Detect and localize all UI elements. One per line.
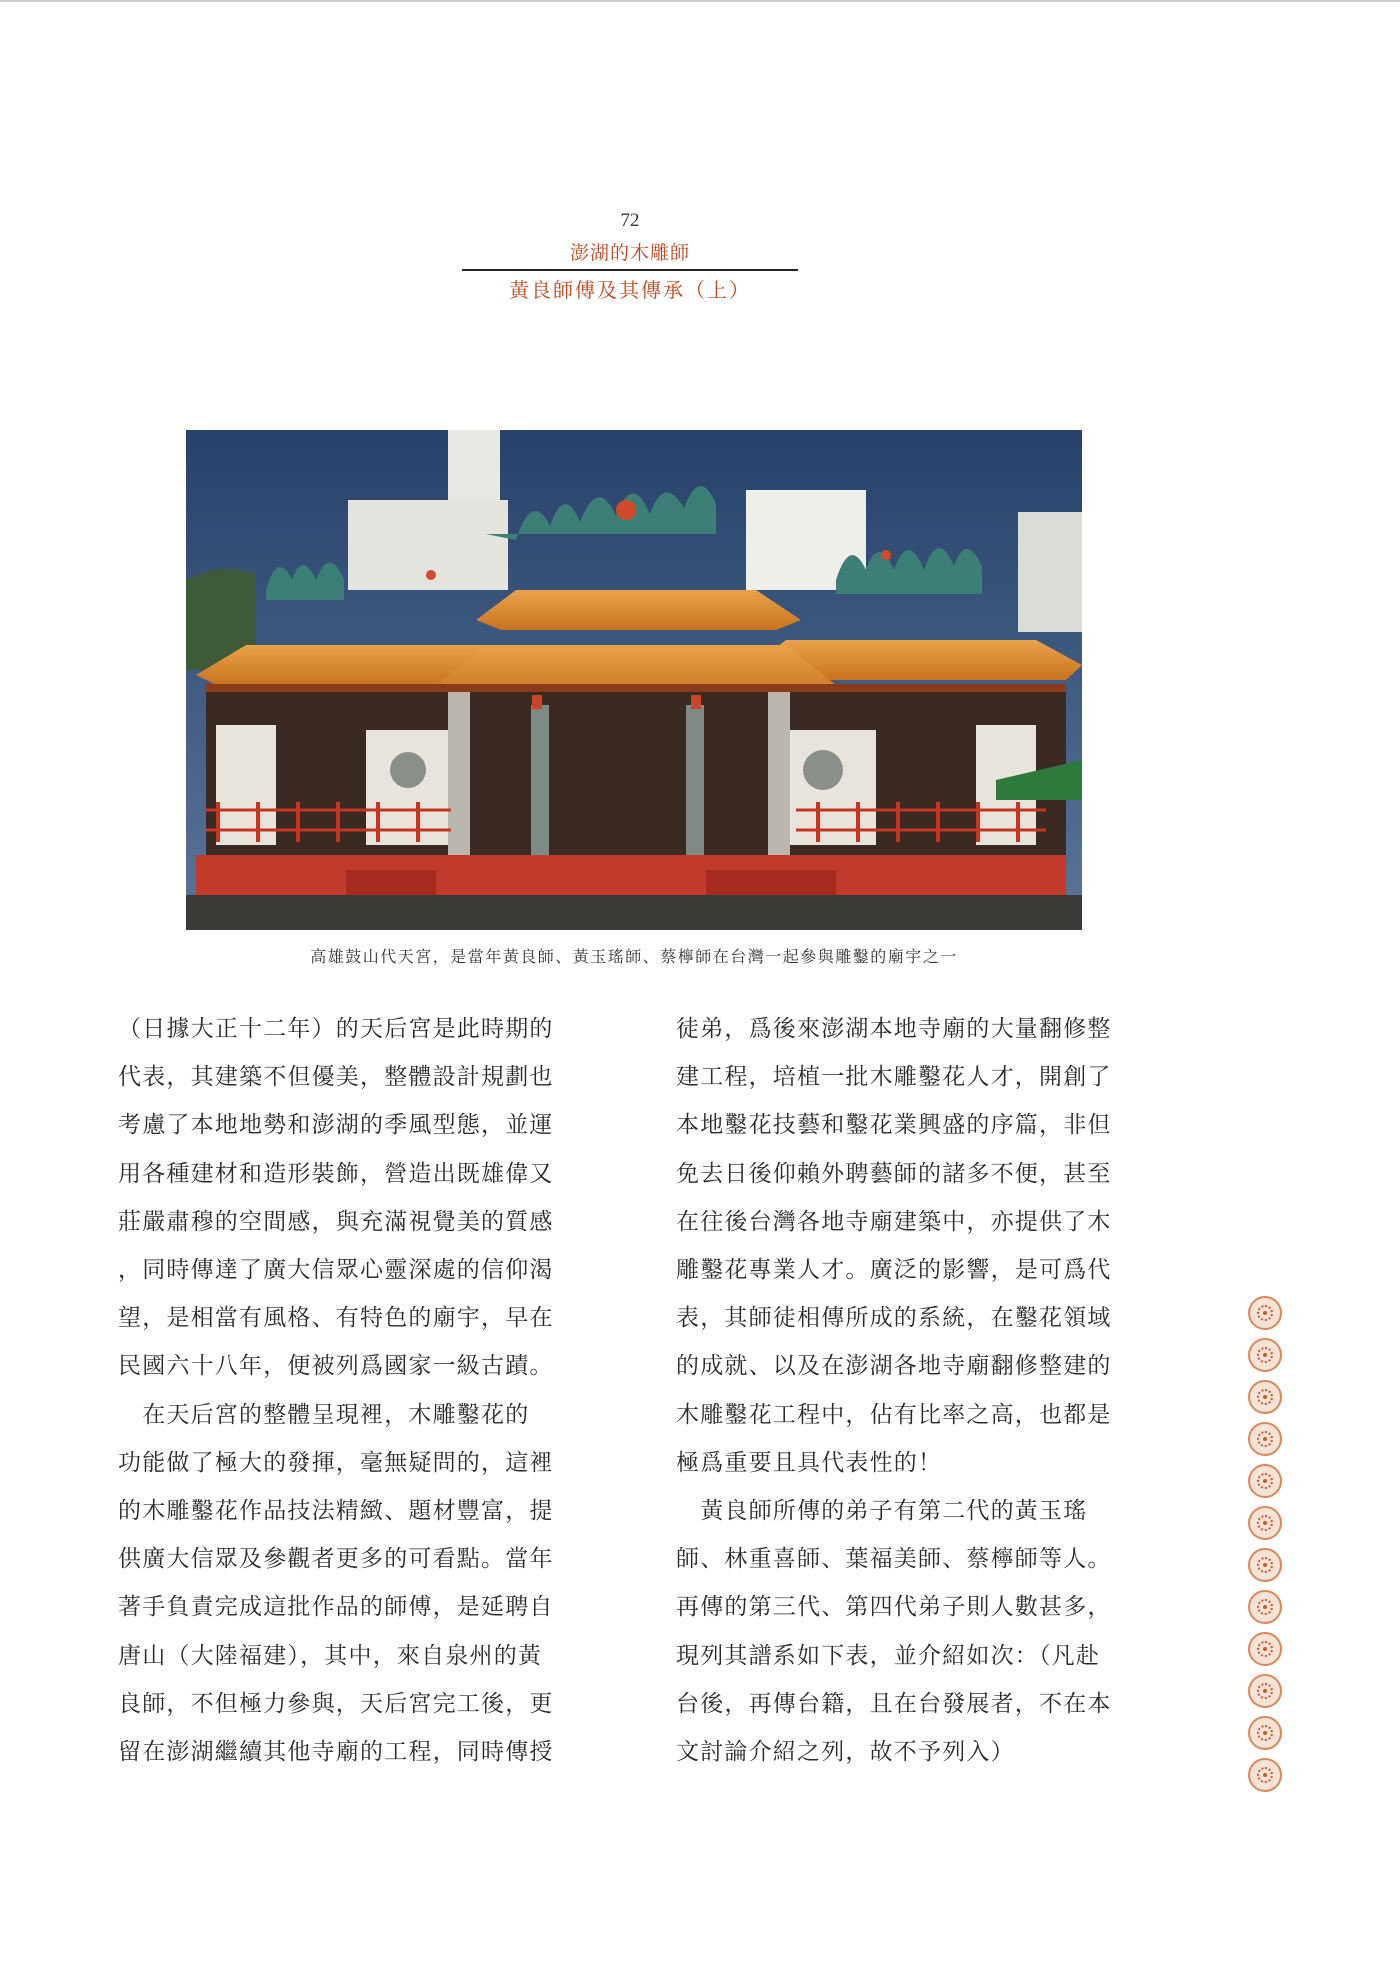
paragraph-line: 良師，不但極力參與，天后宮完工後，更 (118, 1690, 554, 1717)
paragraph-line: 極爲重要且具代表性的！ (676, 1449, 943, 1476)
paragraph-line: 黃良師所傳的弟子有第二代的黃玉瑤 (676, 1498, 1088, 1525)
paragraph-line: 望，是相當有風格、有特色的廟宇，早在 (118, 1305, 554, 1332)
floral-ornament-icon (1248, 1716, 1282, 1750)
running-subtitle: 黃良師傅及其傳承（上） (509, 278, 751, 302)
paragraph-line: 考慮了本地地勢和澎湖的季風型態，並運 (118, 1112, 554, 1139)
floral-ornament-icon (1248, 1380, 1282, 1414)
paragraph-line: 的成就、以及在澎湖各地寺廟翻修整建的 (676, 1353, 1112, 1380)
paragraph-line: 表，其師徒相傳所成的系統，在鑿花領域 (676, 1305, 1112, 1332)
page-top-edge (0, 0, 1400, 2)
paragraph-line: 著手負責完成這批作品的師傅，是延聘自 (118, 1594, 554, 1621)
ornament-strip (1248, 1296, 1284, 1792)
paragraph-line: 台後，再傳台籍，且在台發展者，不在本 (676, 1690, 1112, 1717)
body-left-column (118, 1005, 588, 1776)
page-number: 72 (620, 210, 640, 231)
paragraph-line: 本地鑿花技藝和鑿花業興盛的序篇，非但 (676, 1112, 1112, 1139)
floral-ornament-icon (1248, 1758, 1282, 1792)
floral-ornament-icon (1248, 1632, 1282, 1666)
paragraph-line: 建工程，培植一批木雕鑿花人才，開創了 (676, 1064, 1112, 1091)
floral-ornament-icon (1248, 1590, 1282, 1624)
floral-ornament-icon (1248, 1422, 1282, 1456)
paragraph-line: 文討論介紹之列，故不予列入） (676, 1739, 1015, 1766)
paragraph-line: 免去日後仰賴外聘藝師的諸多不便，甚至 (676, 1160, 1112, 1187)
paragraph-line: 在往後台灣各地寺廟建築中，亦提供了木 (676, 1208, 1112, 1235)
paragraph-line: 民國六十八年，便被列爲國家一級古蹟。 (118, 1353, 554, 1380)
paragraph-line: 供廣大信眾及參觀者更多的可看點。當年 (118, 1546, 554, 1573)
paragraph-line: 莊嚴肅穆的空間感，與充滿視覺美的質感 (118, 1208, 554, 1235)
running-title: 澎湖的木雕師 (569, 242, 690, 264)
paragraph-line: 留在澎湖繼續其他寺廟的工程，同時傳授 (118, 1739, 554, 1766)
body-right-column (676, 1005, 1146, 1776)
paragraph-line: 在天后宮的整體呈現裡，木雕鑿花的 (118, 1401, 530, 1428)
header-divider (462, 269, 798, 271)
paragraph-line: 雕鑿花專業人才。廣泛的影響，是可爲代 (676, 1257, 1112, 1284)
paragraph-line: 再傳的第三代、第四代弟子則人數甚多， (676, 1594, 1112, 1621)
paragraph-line: 木雕鑿花工程中，佔有比率之高，也都是 (676, 1401, 1112, 1428)
floral-ornament-icon (1248, 1548, 1282, 1582)
paragraph-line: 功能做了極大的發揮，毫無疑問的，這裡 (118, 1449, 554, 1476)
paragraph-line: ，同時傳達了廣大信眾心靈深處的信仰渴 (118, 1257, 554, 1284)
temple-photo (186, 430, 1082, 930)
paragraph-line: 用各種建材和造形裝飾，營造出既雄偉又 (118, 1160, 554, 1187)
paragraph-line: 現列其譜系如下表，並介紹如次：（凡赴 (676, 1642, 1101, 1669)
paragraph-line: 唐山（大陸福建），其中，來自泉州的黃 (118, 1642, 543, 1669)
floral-ornament-icon (1248, 1338, 1282, 1372)
floral-ornament-icon (1248, 1674, 1282, 1708)
paragraph-line: 的木雕鑿花作品技法精緻、題材豐富，提 (118, 1498, 554, 1525)
paragraph-line: 代表，其建築不但優美，整體設計規劃也 (118, 1064, 554, 1091)
paragraph-line: 師、林重喜師、葉福美師、蔡檸師等人。 (676, 1546, 1112, 1573)
floral-ornament-icon (1248, 1296, 1282, 1330)
floral-ornament-icon (1248, 1464, 1282, 1498)
floral-ornament-icon (1248, 1506, 1282, 1540)
paragraph-line: （日據大正十二年）的天后宮是此時期的 (118, 1016, 554, 1042)
photo-caption: 高雄鼓山代天宮，是當年黃良師、黃玉瑤師、蔡檸師在台灣一起參與雕鑿的廟宇之一 (310, 947, 958, 966)
paragraph-line: 徒弟，爲後來澎湖本地寺廟的大量翻修整 (676, 1016, 1112, 1042)
